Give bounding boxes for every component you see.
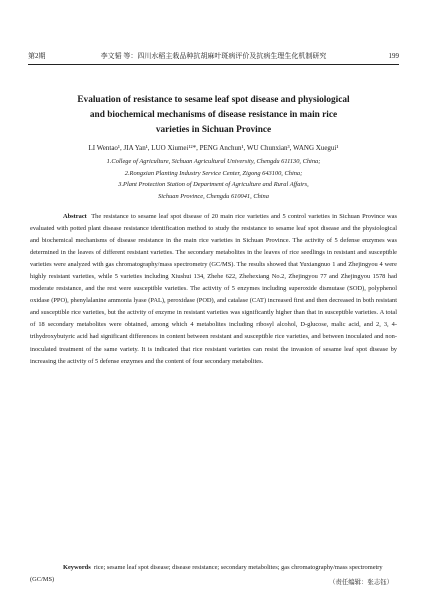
abstract-text: The resistance to sesame leaf spot disease of 20 main rice varieties and 5 control varieties in Sichuan Province was evaluated with potted plant disease resistance identification method to study the resistance to sesame leaf spot disease and the physiological and biochemical mechanisms of disease resistance in the main rice varieties in Sichuan Province. The activity of 5 defense enzymes was determined in the leaves of different resistant varieties. The secondary metabolites in the leaves of rice seedlings in resistant and susceptible varieties were analyzed with gas chromatography/mass spectrometry (GC/MS). The results showed that Yuxiangnuo 1 and Zhejingyou 4 were highly resistant varieties, while 5 varieties including Xiushui 134, Zhehe 622, Zhehexiang No.2, Zhejingyou 77 and Zhejingyou 1578 had moderate resistance, and the rest were susceptible varieties. The activity of 5 enzymes including superoxide dismutase (SOD), polyphenol oxidase (PPO), phenylalanine ammonia lyase (PAL), peroxidase (POD), and catalase (CAT) increased first and then decreased in both resistant and susceptible rice varieties, but the activity of enzyme in resistant varieties was significantly higher than that in susceptible varieties. A total of 18 secondary metabolites were obtained, among which 4 metabolites including ribosyl alcohol, D-glucose, malic acid, and 2, 3, 4-trihydroxybutyric acid had significant differences in content between resistant and susceptible rice varieties, and between inoculated and non-inoculated treatment of the same variety. It is indicated that rice resistant varieties can resist the invasion of sesame leaf spot disease by increasing the activity of 5 defense enzymes and the content of four secondary metabolites. <box>30 213 397 365</box>
running-title: 李文韬 等：四川水稻主栽品种抗胡麻叶斑病评价及抗病生理生化机制研究 <box>100 52 327 60</box>
page-number: 199 <box>388 52 399 60</box>
paper-title <box>40 93 387 138</box>
affiliations <box>30 156 397 202</box>
abstract-label: Abstract <box>63 213 87 220</box>
affiliation-line: Sichuan Province, Chengdu 610041, China <box>158 192 269 200</box>
editor-note: （责任编辑：张志钰） <box>329 579 393 586</box>
keywords-label: Keywords <box>63 564 91 571</box>
title-line: and biochemical mechanisms of disease resistance in main rice <box>89 110 338 120</box>
abstract <box>30 211 397 368</box>
running-header <box>28 50 399 62</box>
title-line: varieties in Sichuan Province <box>155 125 272 135</box>
issue-number: 第2期 <box>28 52 46 60</box>
keywords-text: rice; sesame leaf spot disease; disease resistance; secondary metabolites; gas chromatography/mass spectrometry (GC/MS) <box>30 564 383 583</box>
affiliation-line: 2.Rongxian Planting Industry Service Center, Zigong 643100, China; <box>124 169 303 177</box>
affiliation-line: 3.Plant Protection Station of Department of Agriculture and Rural Affairs, <box>118 181 309 189</box>
title-line: Evaluation of resistance to sesame leaf spot disease and physiological <box>77 95 350 105</box>
author-list: LI Wentao¹, JIA Yan¹, LUO Xiumei¹²*, PENG Anchun¹, WU Chunxian³, WANG Xuegui¹ <box>88 144 339 152</box>
header-rule <box>28 64 399 65</box>
affiliation-line: 1.College of Agriculture, Sichuan Agricultural University, Chengdu 611130, China; <box>106 158 321 165</box>
